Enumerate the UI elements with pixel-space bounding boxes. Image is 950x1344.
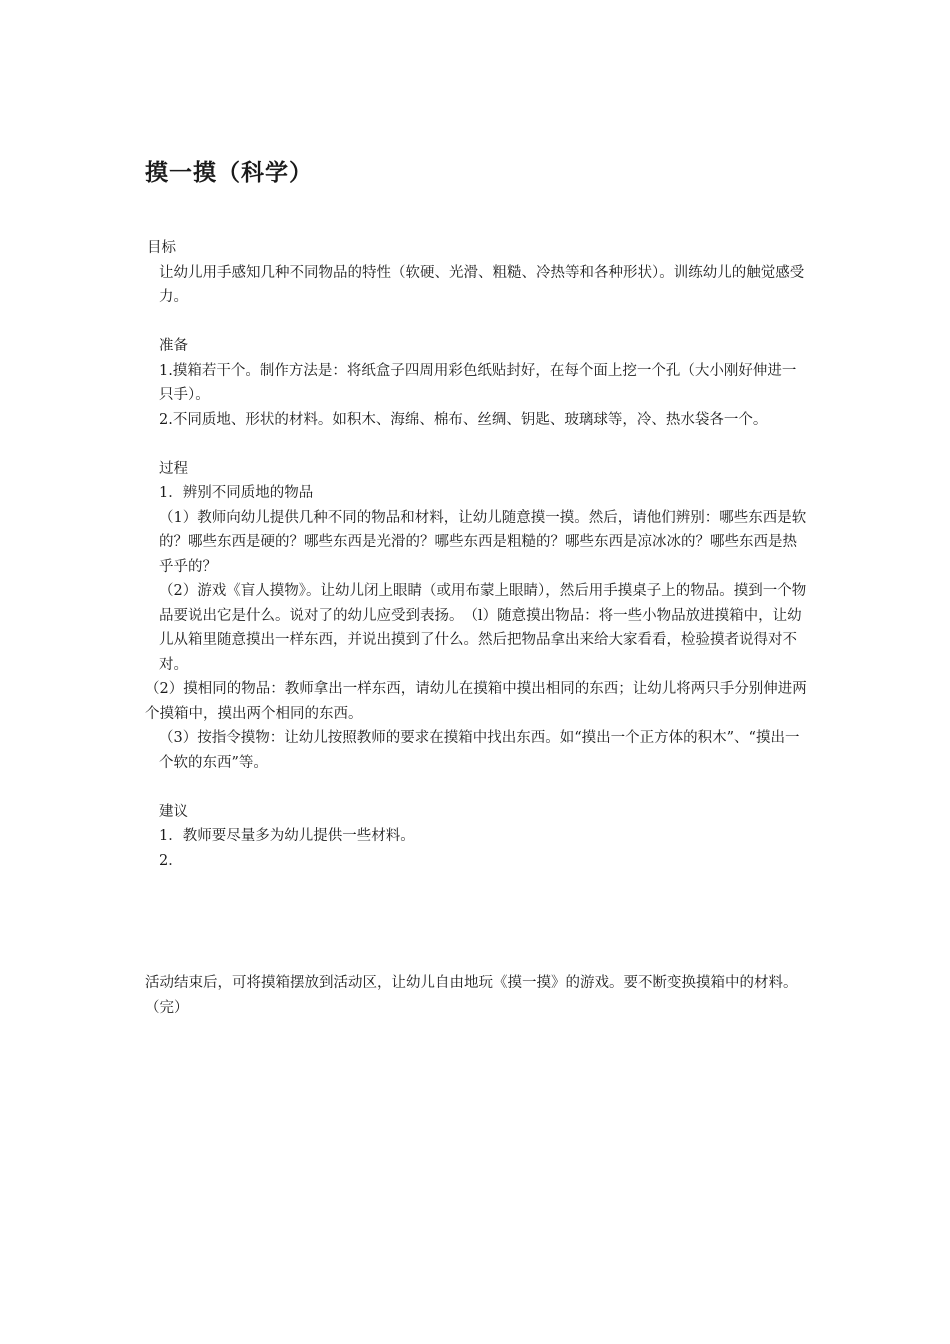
- prep-item-1: 1.摸箱若干个。制作方法是：将纸盒子四周用彩色纸贴封好，在每个面上挖一个孔（大小刚好伸进一只手）。: [159, 362, 797, 403]
- document-title: 摸一摸（科学）: [145, 160, 313, 186]
- spacer: [145, 432, 810, 457]
- advice-item-2: 2．: [159, 852, 183, 869]
- prep-heading: 准备: [159, 338, 188, 354]
- spacer: [145, 310, 810, 335]
- goal-text: 让幼儿用手感知几种不同物品的特性（软硬、光滑、粗糙、冷热等和各种形状）。训练幼儿的触觉感受力。: [159, 264, 805, 305]
- process-paragraph-3: （2）摸相同的物品：教师拿出一样东西，请幼儿在摸箱中摸出相同的东西；让幼儿将两只手分别伸进两个摸箱中，摸出两个相同的东西。: [145, 681, 807, 722]
- document-body: [145, 236, 810, 1020]
- goal-heading: 目标: [147, 240, 176, 256]
- process-step-1: 1．辨别不同质地的物品: [159, 485, 314, 501]
- spacer: [145, 775, 810, 800]
- process-heading: 过程: [159, 460, 188, 477]
- process-paragraph-4: （3）按指令摸物：让幼儿按照教师的要求在摸箱中找出东西。如“摸出一个正方体的积木”、“摸出一个软的东西”等。: [159, 730, 800, 771]
- ending-paragraph: 活动结束后，可将摸箱摆放到活动区，让幼儿自由地玩《摸一摸》的游戏。要不断变换摸箱中的材料。（完）: [145, 975, 798, 1016]
- prep-item-2: 2.不同质地、形状的材料。如积木、海绵、棉布、丝绸、钥匙、玻璃球等，冷、热水袋各一个。: [159, 411, 768, 428]
- advice-item-1: 1．教师要尽量多为幼儿提供一些材料。: [159, 828, 415, 844]
- process-paragraph-2: （2）游戏《盲人摸物》。让幼儿闭上眼睛（或用布蒙上眼睛），然后用手摸桌子上的物品。摸到一个物品要说出它是什么。说对了的幼儿应受到表扬。 （l）随意摸出物品：将一些小物品放进摸箱中，让幼儿从箱里随意摸出一样东西，并说出摸到了什么。然后把物品拿出来给大家看看，检验摸者说得对不对。: [159, 583, 807, 673]
- spacer: [145, 873, 810, 971]
- advice-heading: 建议: [159, 803, 188, 820]
- process-paragraph-1: （1）教师向幼儿提供几种不同的物品和材料，让幼儿随意摸一摸。然后，请他们辨别：哪些东西是软的？哪些东西是硬的？哪些东西是光滑的？哪些东西是粗糙的？哪些东西是凉冰冰的？哪些东西是热乎乎的？: [159, 509, 807, 575]
